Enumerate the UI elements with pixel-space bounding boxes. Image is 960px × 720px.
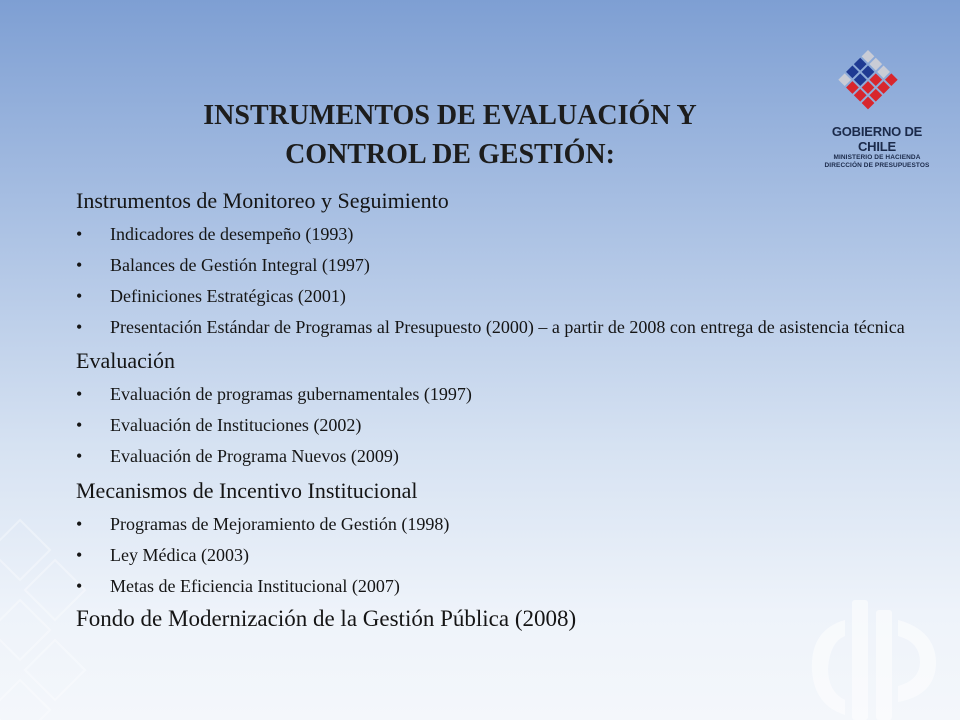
bullet-item: • Metas de Eficiencia Institucional (2007) [76,577,916,596]
government-logo-icon [818,44,936,124]
section-heading-evaluacion: Evaluación [76,348,175,373]
bullet-item: • Programas de Mejoramiento de Gestión (1998) [76,515,916,534]
gobierno-de-chile-logo [818,44,936,169]
slide-title-line-2: CONTROL DE GESTIÓN: [285,139,615,170]
bullet-item: • Evaluación de Instituciones (2002) [76,416,916,435]
logo-subtitle-direction: DIRECCIÓN DE PRESUPUESTOS [824,162,930,169]
bullet-list-incentivo [76,515,916,596]
bullet-item: • Ley Médica (2003) [76,546,916,565]
logo-title: GOBIERNO DE CHILE [831,124,923,154]
bullet-item: • Indicadores de desempeño (1993) [76,225,916,244]
bullet-list-monitoreo [76,225,916,337]
bullet-list-evaluacion [76,385,916,466]
section-heading-fondo: Fondo de Modernización de la Gestión Pública (2008) [76,606,577,631]
bullet-item: • Presentación Estándar de Programas al Presupuesto (2000) – a partir de 2008 con entrega de asistencia técnica [76,318,916,337]
slide-content [76,188,916,632]
slide-title [150,96,750,174]
section-heading-incentivo: Mecanismos de Incentivo Institucional [76,478,418,503]
slide-title-line-1: INSTRUMENTOS DE EVALUACIÓN Y [203,100,697,131]
bullet-item: • Balances de Gestión Integral (1997) [76,256,916,275]
logo-subtitle-ministry: MINISTERIO DE HACIENDA [833,154,921,161]
bullet-item: • Evaluación de Programa Nuevos (2009) [76,447,916,466]
bullet-item: • Definiciones Estratégicas (2001) [76,287,916,306]
section-heading-monitoreo: Instrumentos de Monitoreo y Seguimiento [76,188,449,213]
bullet-item: • Evaluación de programas gubernamentales (1997) [76,385,916,404]
